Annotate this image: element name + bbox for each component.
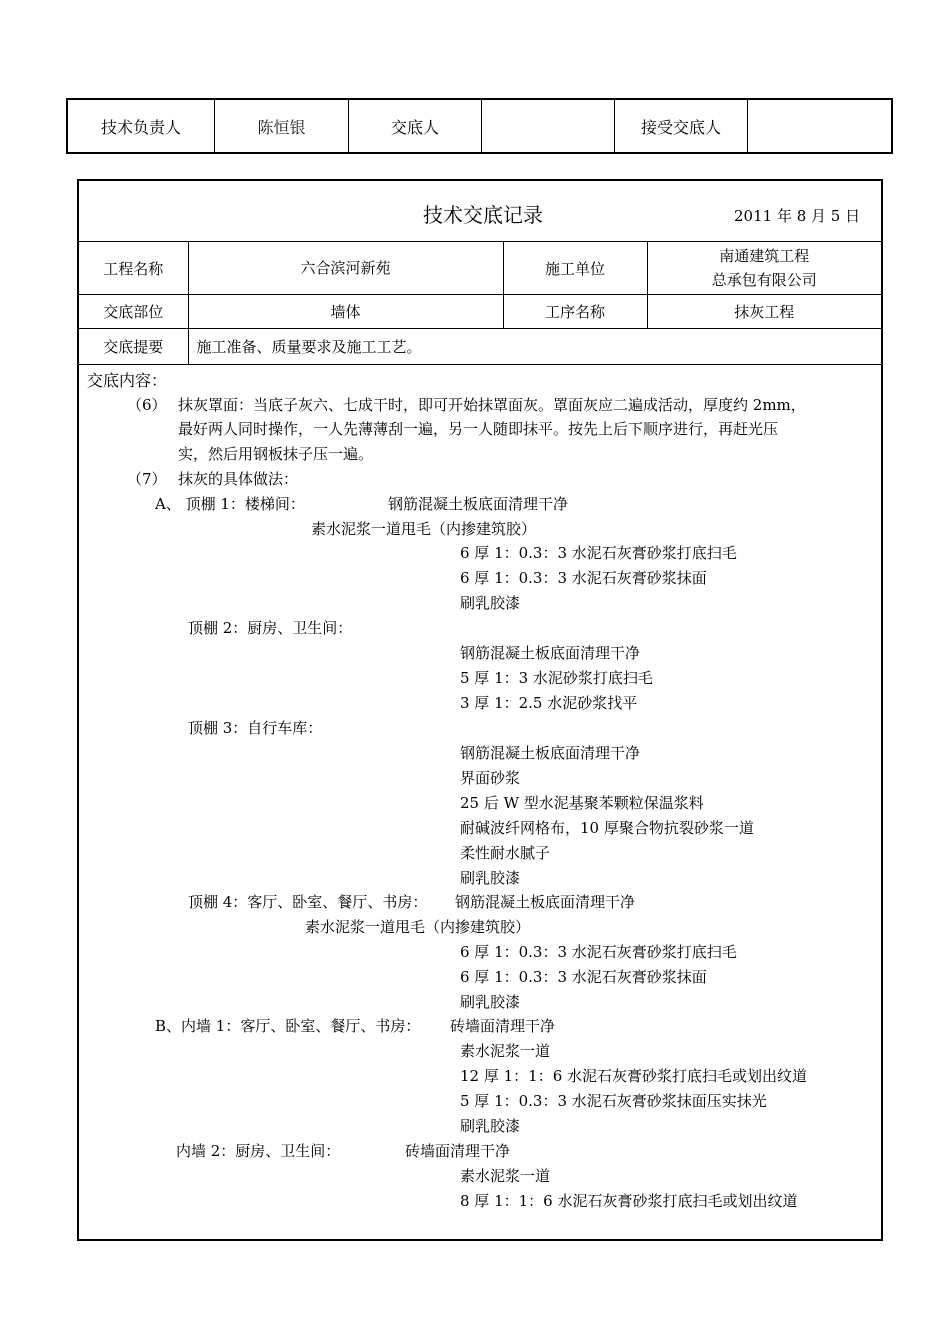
content-line: 最好两人同时操作，一人先薄薄刮一遍，另一人随即抹平。按先上后下顺序进行，再赶光压 [178, 420, 779, 438]
content-line: 内墙 2：厨房、卫生间： [176, 1142, 341, 1160]
content-line: 钢筋混凝土板底面清理干净 [455, 893, 636, 911]
content-line: 刷乳胶漆 [460, 1117, 521, 1135]
location-label: 交底部位 [79, 295, 188, 329]
content-line: 8 厚 1：1：6 水泥石灰膏砂浆打底扫毛或划出纹道 [460, 1192, 798, 1210]
content-line: 素水泥浆一道甩毛（内掺建筑胶） [305, 918, 531, 936]
receiver-value [748, 99, 893, 153]
tech-lead-value: 陈恒银 [215, 99, 349, 153]
content-line: 抹灰罩面：当底子灰六、七成干时，即可开始抹罩面灰。罩面灰应二遍成活动，厚度约 2mm， [178, 396, 806, 414]
content-line: 素水泥浆一道甩毛（内掺建筑胶） [311, 520, 537, 538]
content-line: 6 厚 1：0.3：3 水泥石灰膏砂浆抹面 [460, 569, 707, 587]
content-line: 素水泥浆一道 [460, 1042, 551, 1060]
content-line: 柔性耐水腻子 [460, 844, 551, 862]
content-label: 交底内容： [87, 371, 168, 390]
content-line: 刷乳胶漆 [460, 594, 521, 612]
content-line: 素水泥浆一道 [460, 1167, 551, 1185]
content-line: 顶棚 4：客厅、卧室、餐厅、书房： [188, 893, 428, 911]
content-line: 耐碱波纤网格布，10 厚聚合物抗裂砂浆一道 [460, 819, 754, 837]
content-line: 钢筋混凝土板底面清理干净 [460, 744, 641, 762]
content-line: 5 厚 1：0.3：3 水泥石灰膏砂浆抹面压实抹光 [460, 1092, 767, 1110]
project-name-label: 工程名称 [79, 242, 188, 295]
record-date: 2011 年 8 月 5 日 [734, 207, 861, 225]
content-line: 刷乳胶漆 [460, 869, 521, 887]
content-line: 刷乳胶漆 [460, 993, 521, 1011]
briefer-label: 交底人 [349, 99, 482, 153]
content-line: A、 顶棚 1：楼梯间： [155, 495, 305, 513]
content-line: 25 后 W 型水泥基聚苯颗粒保温浆料 [460, 794, 704, 812]
location-value: 墙体 [188, 295, 503, 329]
process-label: 工序名称 [503, 295, 647, 329]
content-line: 抹灰的具体做法： [178, 470, 299, 488]
content-line: （7） [127, 470, 167, 488]
summary-value: 施工准备、质量要求及施工工艺。 [188, 329, 881, 365]
contractor-value [647, 242, 881, 295]
contractor-line1: 南通建筑工程 [719, 247, 810, 265]
content-line: 实，然后用钢板抹子压一遍。 [178, 445, 374, 463]
content-line: 钢筋混凝土板底面清理干净 [388, 495, 569, 513]
content-line: 界面砂浆 [460, 769, 521, 787]
technical-record [77, 179, 883, 1241]
content-line: 6 厚 1：0.3：3 水泥石灰膏砂浆抹面 [460, 968, 707, 986]
content-line: （6） [127, 396, 167, 414]
content-line: 12 厚 1：1：6 水泥石灰膏砂浆打底扫毛或划出纹道 [460, 1067, 808, 1085]
signature-table [66, 98, 893, 154]
content-line: B、内墙 1：客厅、卧室、餐厅、书房： [155, 1017, 421, 1035]
process-value: 抹灰工程 [647, 295, 881, 329]
page-title: 技术交底记录 [423, 203, 543, 227]
title-cell [79, 181, 881, 242]
record-header-table [79, 181, 881, 365]
content-line: 5 厚 1：3 水泥砂浆打底扫毛 [460, 669, 653, 687]
project-name-value: 六合滨河新苑 [188, 242, 503, 295]
contractor-line2: 总承包有限公司 [711, 271, 817, 289]
content-line: 6 厚 1：0.3：3 水泥石灰膏砂浆打底扫毛 [460, 943, 737, 961]
summary-label: 交底提要 [79, 329, 188, 365]
content-line: 顶棚 3：自行车库： [188, 719, 323, 737]
content-line: 砖墙面清理干净 [450, 1017, 556, 1035]
contractor-label: 施工单位 [503, 242, 647, 295]
content-line: 3 厚 1：2.5 水泥砂浆找平 [460, 694, 638, 712]
content-line: 6 厚 1：0.3：3 水泥石灰膏砂浆打底扫毛 [460, 544, 737, 562]
content-line: 砖墙面清理干净 [405, 1142, 511, 1160]
receiver-label: 接受交底人 [615, 99, 748, 153]
briefer-value [482, 99, 615, 153]
content-line: 顶棚 2：厨房、卫生间： [188, 619, 353, 637]
content-line: 钢筋混凝土板底面清理干净 [460, 644, 641, 662]
tech-lead-label: 技术负责人 [67, 99, 215, 153]
